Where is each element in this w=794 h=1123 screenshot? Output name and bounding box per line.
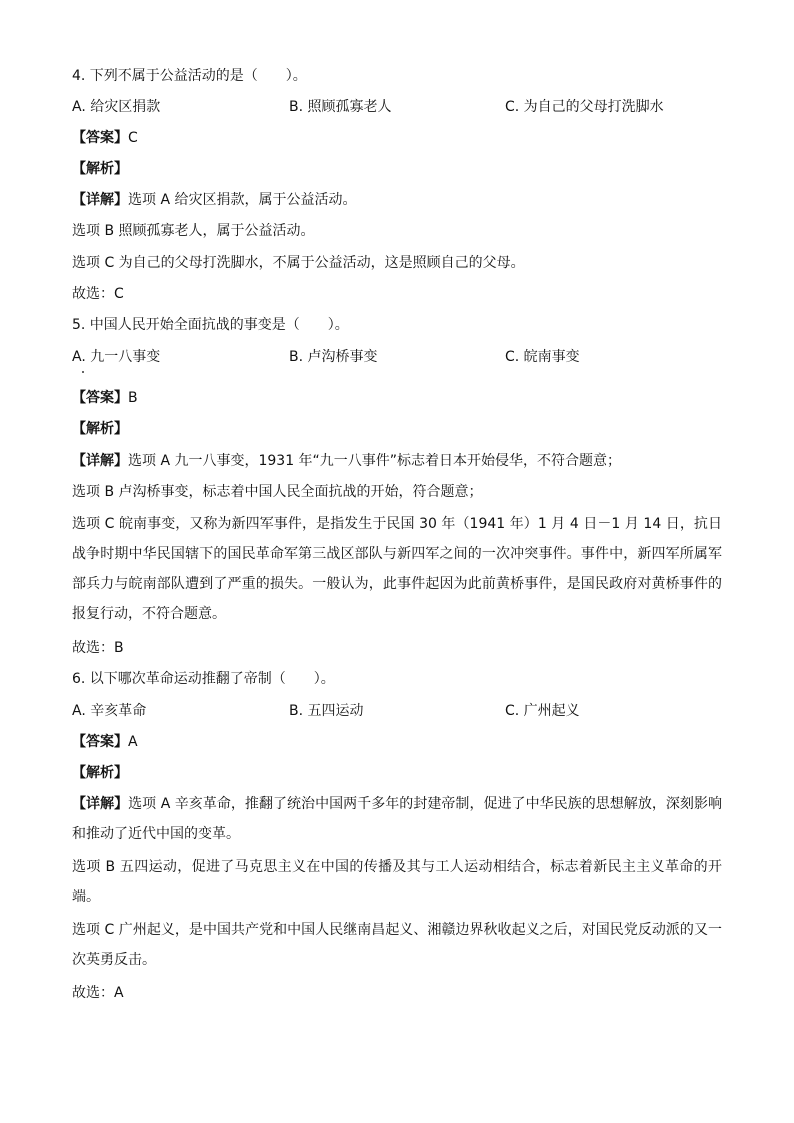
question-6-detail-2: 选项 B 五四运动，促进了马克思主义在中国的传播及其与工人运动相结合，标志着新民主主义革命的开端。 xyxy=(72,859,722,905)
explanation-text: 选项 A 九一八事变，1931 年“九一八事件”标志着日本开始侵华，不符合题意； xyxy=(128,453,622,469)
answer-value: B xyxy=(128,390,138,406)
question-6-conclusion: 故选：A xyxy=(72,985,124,1001)
question-5-option-a: A. 九一八事变 xyxy=(72,349,161,365)
question-6-detail-3: 选项 C 广州起义，是中国共产党和中国人民继南昌起义、湘赣边界秋收起义之后，对国民党反动派的又一次英勇反击。 xyxy=(72,922,722,968)
question-4-conclusion: 故选：C xyxy=(72,286,124,302)
question-5-detail-1 xyxy=(72,451,621,471)
detail-tag: 【详解】 xyxy=(72,796,129,812)
question-4-detail-1 xyxy=(72,190,356,210)
question-4-detail-2: 选项 B 照顾孤寡老人，属于公益活动。 xyxy=(72,223,315,239)
question-5-option-c: C. 皖南事变 xyxy=(505,349,580,365)
answer-value: A xyxy=(128,734,138,750)
answer-tag: 【答案】 xyxy=(72,390,128,406)
question-6-stem: 6. 以下哪次革命运动推翻了帝制（ ）。 xyxy=(72,671,335,687)
question-4-option-c: C. 为自己的父母打洗脚水 xyxy=(505,99,664,115)
question-5-option-b: B. 卢沟桥事变 xyxy=(289,349,378,365)
question-6-option-b: B. 五四运动 xyxy=(289,703,364,719)
question-4-option-b: B. 照顾孤寡老人 xyxy=(289,99,392,115)
question-4-option-a: A. 给灾区捐款 xyxy=(72,99,161,115)
answer-tag: 【答案】 xyxy=(72,734,128,750)
answer-tag: 【答案】 xyxy=(72,130,128,146)
question-5-answer-line xyxy=(72,388,138,408)
question-5-conclusion: 故选：B xyxy=(72,640,124,656)
question-4-detail-3: 选项 C 为自己的父母打洗脚水，不属于公益活动，这是照顾自己的父母。 xyxy=(72,255,525,271)
question-6-option-a: A. 辛亥革命 xyxy=(72,703,147,719)
answer-value: C xyxy=(128,130,138,146)
question-6-detail-1 xyxy=(72,789,722,849)
detail-tag: 【详解】 xyxy=(72,453,128,469)
question-5-detail-3: 选项 C 皖南事变，又称为新四军事件，是指发生于民国 30 年（1941 年）1 月 4 日－1 月 14 日，抗日战争时期中华民国辖下的国民革命军第三战区部队与新四军之间的一次冲突事件。事件中，新四军所属军部兵力与皖南部队遭到了严重的损失。一般认为，此事件起因为此前黄桥事件，是国民政府对黄桥事件的报复行动，不符合题意。 xyxy=(72,516,722,622)
question-4-answer-line xyxy=(72,128,138,148)
explanation-text: 选项 A 给灾区捐款，属于公益活动。 xyxy=(128,192,357,208)
explanation-text: 选项 A 辛亥革命，推翻了统治中国两千多年的封建帝制，促进了中华民族的思想解放，深刻影响和推动了近代中国的变革。 xyxy=(72,796,722,842)
question-5-analysis-tag: 【解析】 xyxy=(72,421,128,437)
detail-tag: 【详解】 xyxy=(72,192,128,208)
question-6-answer-line xyxy=(72,732,138,752)
question-6-option-c: C. 广州起义 xyxy=(505,703,580,719)
question-5-stem: 5. 中国人民开始全面抗战的事变是（ ）。 xyxy=(72,317,349,333)
question-6-analysis-tag: 【解析】 xyxy=(72,765,128,781)
question-5-detail-2: 选项 B 卢沟桥事变，标志着中国人民全面抗战的开始，符合题意； xyxy=(72,484,483,500)
question-4-analysis-tag: 【解析】 xyxy=(72,161,128,177)
question-4-stem: 4. 下列不属于公益活动的是（ ）。 xyxy=(72,68,307,84)
stray-dot xyxy=(82,371,84,373)
